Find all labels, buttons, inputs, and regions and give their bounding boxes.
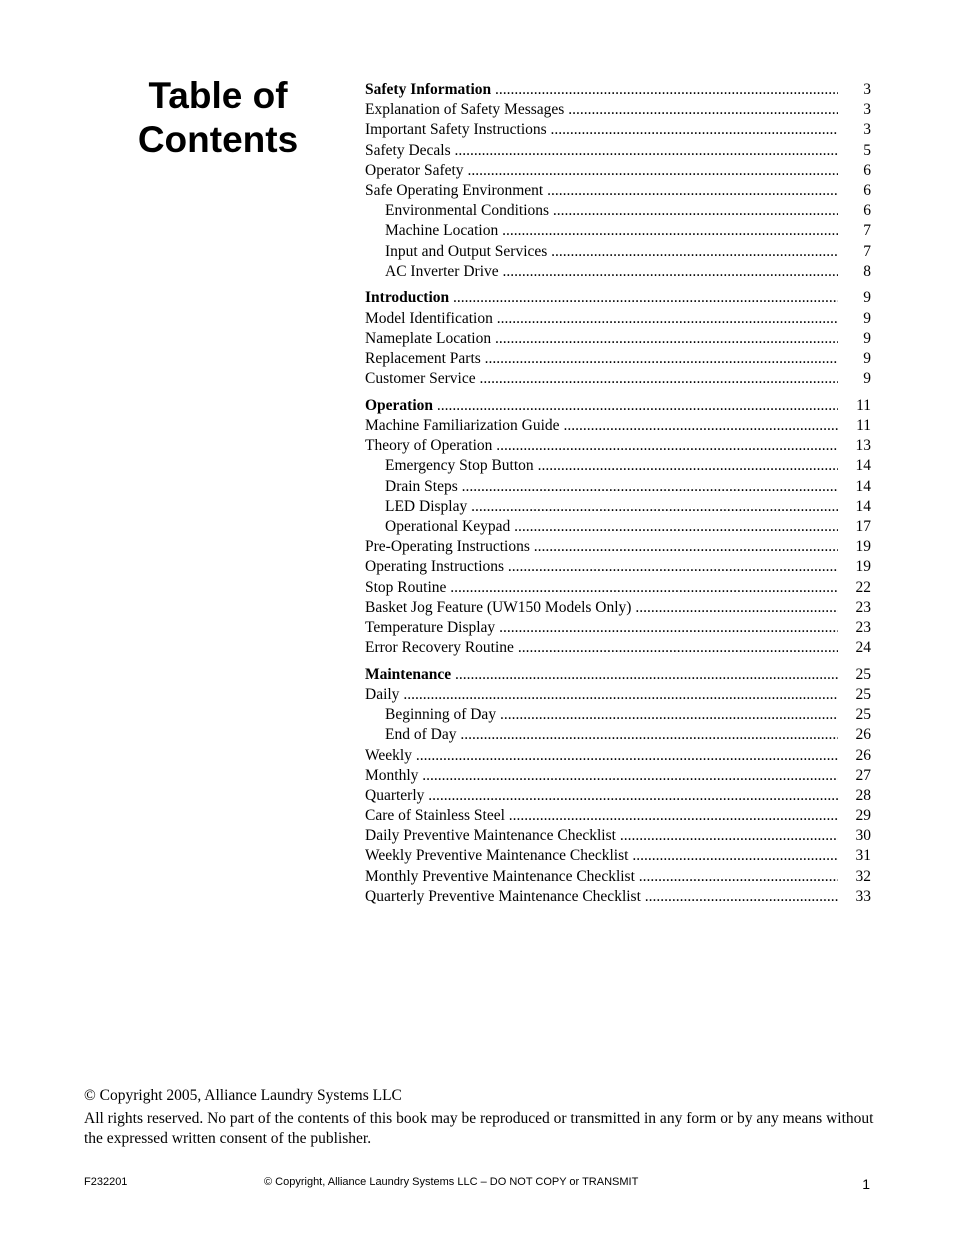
toc-leader [385, 242, 838, 262]
toc-entry-label: Drain Steps [385, 477, 458, 495]
page-title-line-1: Table of [148, 75, 288, 116]
toc-leader [365, 806, 838, 826]
toc-entry-page: 3 [863, 121, 871, 139]
toc-leader [365, 181, 838, 201]
toc-entry-label: Stop Routine [365, 578, 447, 596]
toc-section [365, 288, 871, 389]
toc-entry[interactable] [365, 100, 871, 120]
toc-leader [385, 477, 838, 497]
toc-leader [365, 309, 838, 329]
document-code: F232201 [84, 1176, 128, 1188]
toc-entry-label: Safety Decals [365, 141, 451, 159]
toc-leader [365, 786, 838, 806]
toc-entry-page: 29 [855, 807, 871, 825]
toc-entry-label: Important Safety Instructions [365, 121, 547, 139]
toc-leader [365, 80, 838, 100]
toc-entry[interactable] [365, 725, 871, 745]
toc-entry-label: LED Display [385, 497, 468, 515]
toc-entry-page: 11 [856, 417, 871, 434]
toc-leader [385, 456, 838, 476]
toc-entry-label: Weekly [365, 746, 412, 764]
toc-entry-label: Monthly Preventive Maintenance Checklist [365, 867, 635, 885]
footer-copyright-notice: © Copyright, Alliance Laundry Systems LLC – DO NOT COPY or TRANSMIT [264, 1176, 639, 1188]
toc-leader [365, 100, 838, 120]
toc-leader [365, 638, 838, 658]
toc-entry-page: 6 [863, 181, 871, 199]
toc-leader [365, 618, 838, 638]
toc-entry-label: Input and Output Services [385, 242, 548, 260]
toc-entry[interactable] [365, 578, 871, 598]
toc-leader [365, 867, 838, 887]
toc-entry-label: Explanation of Safety Messages [365, 101, 565, 119]
toc-entry-page: 9 [863, 370, 871, 388]
toc-entry-page: 9 [863, 289, 871, 307]
toc-entry[interactable] [365, 369, 871, 389]
toc-entry-label: End of Day [385, 726, 457, 744]
toc-leader [365, 416, 838, 436]
toc-entry[interactable] [365, 806, 871, 826]
toc-entry[interactable] [365, 867, 871, 887]
toc-entry-page: 23 [855, 618, 871, 636]
toc-entry[interactable] [365, 161, 871, 181]
toc-entry[interactable] [365, 638, 871, 658]
toc-entry[interactable] [365, 517, 871, 537]
toc-entry-page: 26 [855, 746, 871, 764]
toc-entry-page: 19 [855, 538, 871, 556]
toc-entry-label: Operational Keypad [385, 517, 511, 535]
toc-entry-page: 17 [855, 517, 871, 535]
toc-entry[interactable] [365, 685, 871, 705]
toc-entry-label: Environmental Conditions [385, 202, 550, 220]
toc-entry[interactable] [365, 705, 871, 725]
page-footer [84, 1174, 870, 1194]
toc-leader [365, 685, 838, 705]
toc-section-heading[interactable] [365, 288, 871, 308]
toc-entry-label: AC Inverter Drive [385, 262, 499, 280]
toc-entry-label: Beginning of Day [385, 706, 497, 724]
page-title-line-2: Contents [137, 119, 299, 160]
toc-section [365, 665, 871, 907]
toc-entry[interactable] [365, 201, 871, 221]
toc-leader [365, 598, 838, 618]
toc-entry-label: Nameplate Location [365, 329, 492, 347]
toc-entry[interactable] [365, 181, 871, 201]
toc-entry-label: Safety Information [365, 81, 492, 98]
toc-entry-label: Quarterly [365, 786, 425, 804]
toc-entry-page: 7 [863, 222, 871, 240]
toc-entry[interactable] [365, 309, 871, 329]
copyright-line: © Copyright 2005, Alliance Laundry Systems LLC [84, 1087, 402, 1104]
toc-leader [385, 705, 838, 725]
toc-entry-page: 23 [855, 598, 871, 616]
toc-entry-label: Replacement Parts [365, 349, 481, 367]
toc-entry[interactable] [365, 598, 871, 618]
toc-entry[interactable] [365, 456, 871, 476]
toc-entry-label: Machine Location [385, 222, 499, 240]
toc-leader [365, 826, 838, 846]
toc-entry-page: 22 [855, 578, 871, 596]
toc-entry-label: Theory of Operation [365, 437, 493, 455]
toc-leader [365, 766, 838, 786]
toc-entry-page: 19 [855, 558, 871, 576]
toc-leader [365, 141, 838, 161]
toc-entry[interactable] [365, 436, 871, 456]
toc-entry-label: Care of Stainless Steel [365, 807, 505, 825]
toc-leader [365, 578, 838, 598]
toc-entry-label: Weekly Preventive Maintenance Checklist [365, 847, 629, 865]
toc-entry-page: 14 [855, 497, 871, 515]
toc-entry-label: Safe Operating Environment [365, 181, 544, 199]
toc-entry-page: 11 [856, 396, 871, 414]
toc-section [365, 396, 871, 658]
toc-entry[interactable] [365, 826, 871, 846]
toc-leader [385, 725, 838, 745]
toc-entry-page: 9 [863, 309, 871, 327]
toc-leader [365, 349, 838, 369]
toc-entry[interactable] [365, 557, 871, 577]
toc-entry-label: Operation [365, 396, 434, 414]
toc-leader [365, 665, 838, 685]
toc-entry-page: 28 [855, 786, 871, 804]
toc-entry-page: 32 [855, 867, 871, 885]
toc-leader [365, 161, 838, 181]
toc-entry-label: Model Identification [365, 309, 493, 327]
toc-leader [365, 846, 838, 866]
toc-entry-label: Maintenance [365, 665, 452, 683]
toc-leader [365, 557, 838, 577]
toc-leader [365, 120, 838, 140]
page-number: 1 [862, 1176, 870, 1192]
toc-entry-label: Daily Preventive Maintenance Checklist [365, 827, 616, 845]
toc-section-heading[interactable] [365, 80, 871, 100]
toc-leader [365, 288, 838, 308]
toc-entry-page: 27 [855, 766, 871, 784]
page-title [98, 74, 338, 162]
toc-leader [385, 201, 838, 221]
toc-entry[interactable] [365, 120, 871, 140]
toc-leader [385, 221, 838, 241]
toc-leader [365, 537, 838, 557]
toc-entry-page: 14 [855, 457, 871, 475]
toc-entry[interactable] [365, 618, 871, 638]
toc-entry-page: 3 [863, 101, 871, 119]
toc-entry-page: 25 [855, 685, 871, 703]
toc-entry-page: 26 [855, 726, 871, 744]
toc-entry[interactable] [365, 786, 871, 806]
toc-section-heading[interactable] [365, 396, 871, 416]
toc-entry-page: 7 [863, 242, 871, 260]
toc-entry-label: Monthly [365, 766, 419, 784]
toc-entry-page: 6 [863, 202, 871, 220]
toc-leader [365, 887, 838, 907]
toc-entry[interactable] [365, 766, 871, 786]
toc-entry-label: Customer Service [365, 370, 476, 388]
toc-entry[interactable] [365, 349, 871, 369]
toc-entry[interactable] [365, 846, 871, 866]
toc-entry-page: 8 [863, 262, 871, 280]
toc-entry[interactable] [365, 141, 871, 161]
toc-leader [385, 262, 838, 282]
toc-section-heading[interactable] [365, 665, 871, 685]
rights-statement: All rights reserved. No part of the contents of this book may be reproduced or transmitted in any form or by any means without the expressed written consent of the publisher. [84, 1110, 874, 1147]
toc-entry-label: Daily [365, 685, 400, 703]
toc-section [365, 80, 871, 282]
copyright-block [84, 1086, 874, 1149]
toc-entry-label: Quarterly Preventive Maintenance Checklist [365, 887, 641, 905]
table-of-contents [365, 80, 871, 914]
toc-entry-page: 31 [855, 847, 871, 865]
toc-entry[interactable] [365, 262, 871, 282]
toc-entry-page: 9 [863, 329, 871, 347]
toc-entry-page: 3 [863, 81, 871, 98]
toc-leader [385, 517, 838, 537]
toc-entry[interactable] [365, 242, 871, 262]
toc-entry[interactable] [365, 746, 871, 766]
toc-leader [385, 497, 838, 517]
toc-entry-page: 6 [863, 161, 871, 179]
toc-entry[interactable] [365, 477, 871, 497]
toc-entry-label: Emergency Stop Button [385, 457, 534, 475]
toc-entry-page: 14 [855, 477, 871, 495]
toc-entry-page: 24 [855, 639, 871, 657]
toc-entry[interactable] [365, 221, 871, 241]
toc-entry-label: Basket Jog Feature (UW150 Models Only) [365, 598, 632, 616]
toc-entry-label: Error Recovery Routine [365, 639, 514, 657]
toc-entry-page: 13 [855, 437, 871, 455]
toc-entry-page: 5 [863, 141, 871, 159]
toc-leader [365, 746, 838, 766]
toc-entry[interactable] [365, 887, 871, 907]
toc-entry-label: Machine Familiarization Guide [365, 417, 560, 434]
toc-entry-label: Pre-Operating Instructions [365, 538, 530, 556]
toc-entry[interactable] [365, 329, 871, 349]
toc-entry-page: 9 [863, 349, 871, 367]
toc-entry[interactable] [365, 416, 871, 436]
toc-entry-page: 30 [855, 827, 871, 845]
toc-entry-page: 33 [855, 887, 871, 905]
toc-entry-label: Introduction [365, 289, 450, 307]
toc-entry[interactable] [365, 497, 871, 517]
toc-leader [365, 369, 838, 389]
toc-leader [365, 329, 838, 349]
toc-leader [365, 436, 838, 456]
toc-entry-page: 25 [855, 665, 871, 683]
toc-entry-label: Operator Safety [365, 161, 464, 179]
toc-entry-page: 25 [855, 706, 871, 724]
toc-entry-label: Operating Instructions [365, 558, 505, 576]
toc-leader [365, 396, 838, 416]
toc-entry-label: Temperature Display [365, 618, 496, 636]
toc-entry[interactable] [365, 537, 871, 557]
